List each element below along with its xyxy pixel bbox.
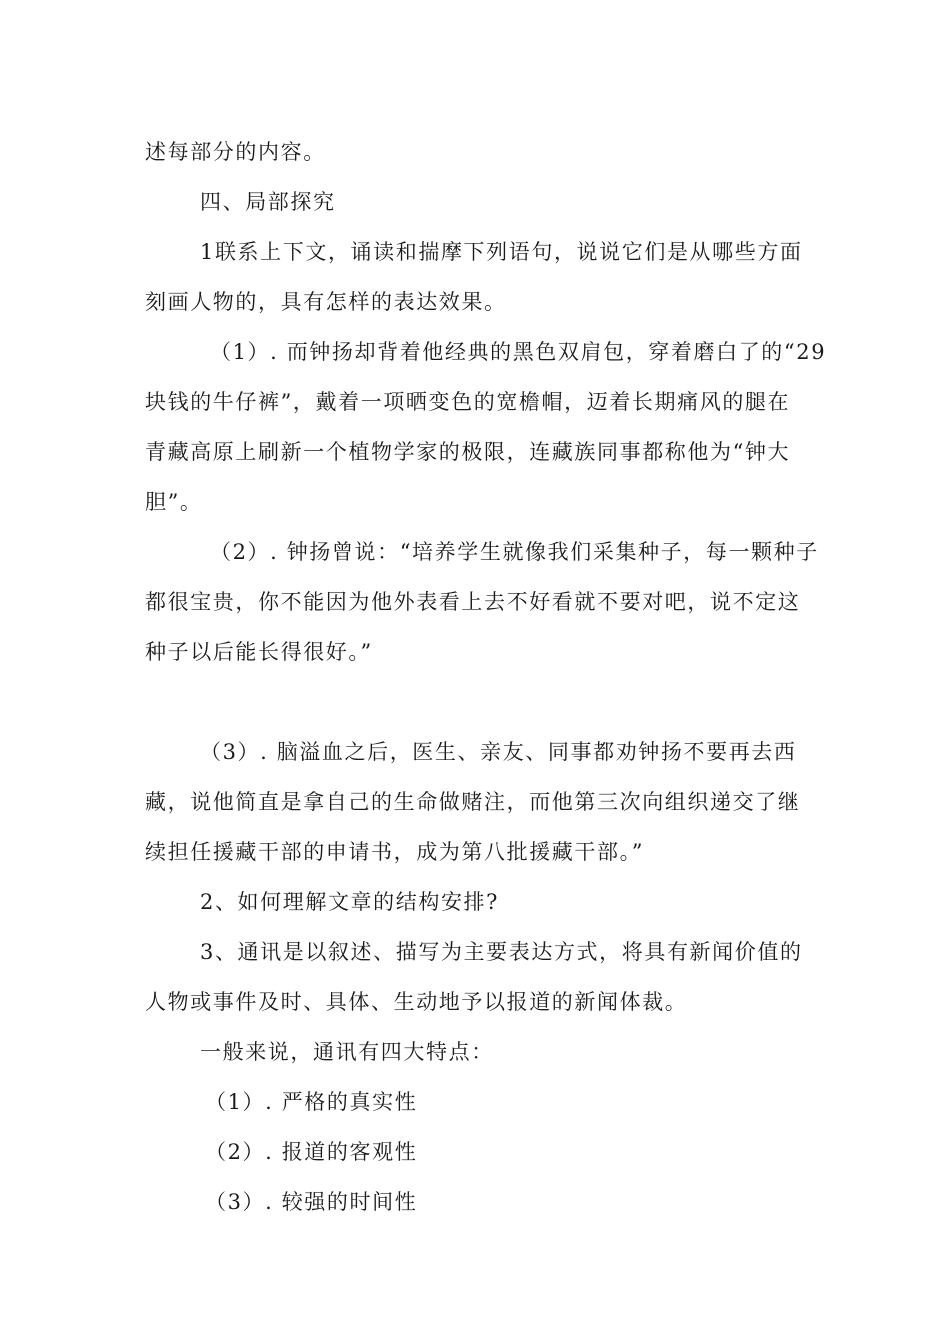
quote-line: 青藏高原上刷新一个植物学家的极限，连藏族同事都称他为“钟大 (145, 440, 791, 464)
quote-line: 胆”。 (145, 490, 203, 514)
paragraph-line: 刻画人物的，具有怎样的表达效果。 (145, 290, 507, 314)
quote-line: 都很宝贵，你不能因为他外表看上去不好看就不要对吧，说不定这 (145, 590, 801, 614)
quote-line: （3）. 脑溢血之后，医生、亲友、同事都劝钟扬不要再去西 (200, 740, 797, 764)
paragraph-line: 一般来说，通讯有四大特点： (200, 1040, 494, 1064)
paragraph-line: 述每部分的内容。 (145, 140, 326, 164)
quote-line: 块钱的牛仔裤”，戴着一项晒变色的宽檐帽，迈着长期痛风的腿在 (145, 390, 791, 414)
paragraph-line: 人物或事件及时、具体、生动地予以报道的新闻体裁。 (145, 990, 688, 1014)
section-heading: 四、局部探究 (200, 190, 336, 214)
quote-line: 续担任援藏干部的申请书，成为第八批援藏干部。” (145, 840, 645, 864)
quote-line: 种子以后能长得很好。” (145, 640, 373, 664)
quote-line: （1）. 而钟扬却背着他经典的黑色双肩包，穿着磨白了的“29 (210, 340, 827, 364)
question-line: 2、如何理解文章的结构安排? (200, 890, 500, 914)
quote-line: （2）. 钟扬曾说：“培养学生就像我们采集种子，每一颗种子 (210, 540, 819, 564)
quote-line: 藏，说他简直是拿自己的生命做赌注，而他第三次向组织递交了继 (145, 790, 801, 814)
list-item: （2）. 报道的客观性 (205, 1140, 418, 1164)
paragraph-line: 1联系上下文，诵读和揣摩下列语句，说说它们是从哪些方面 (200, 240, 803, 264)
list-item: （1）. 严格的真实性 (205, 1090, 418, 1114)
question-line: 3、通讯是以叙述、描写为主要表达方式，将具有新闻价值的 (200, 940, 803, 964)
list-item: （3）. 较强的时间性 (205, 1190, 418, 1214)
